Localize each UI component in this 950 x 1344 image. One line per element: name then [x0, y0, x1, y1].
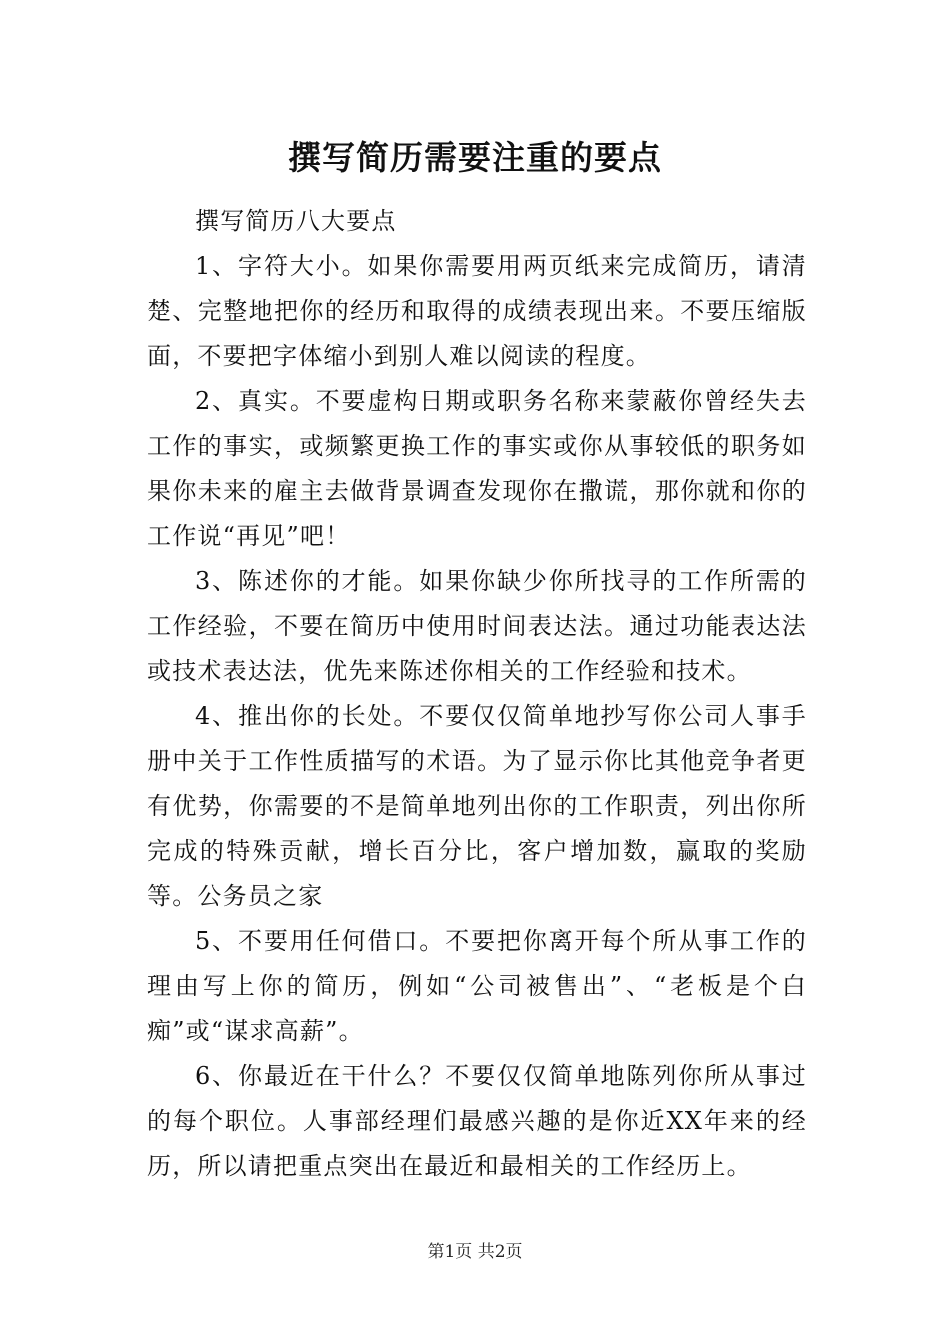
paragraph-point-6: 6、你最近在干什么？不要仅仅简单地陈列你所从事过的每个职位。人事部经理们最感兴趣的是你近XX年来的经历，所以请把重点突出在最近和最相关的工作经历上。: [147, 1062, 807, 1180]
page-number-footer: 第1页 共2页: [427, 1242, 523, 1262]
paragraph-point-4: 4、推出你的长处。不要仅仅简单地抄写你公司人事手册中关于工作性质描写的术语。为了显示你比其他竞争者更有优势，你需要的不是简单地列出你的工作职责，列出你所完成的特殊贡献，增长百分比，客户增加数，赢取的奖励等。公务员之家: [147, 702, 807, 910]
document-title: 撰写简历需要注重的要点: [288, 138, 662, 177]
paragraph-point-2: 2、真实。不要虚构日期或职务名称来蒙蔽你曾经失去工作的事实，或频繁更换工作的事实或你从事较低的职务如果你未来的雇主去做背景调查发现你在撒谎，那你就和你的工作说“再见”吧！: [147, 387, 807, 550]
paragraph-point-5: 5、不要用任何借口。不要把你离开每个所从事工作的理由写上你的简历，例如“公司被售出”、“老板是个白痴”或“谋求高薪”。: [147, 927, 807, 1045]
document-body: [147, 199, 807, 1189]
paragraph-intro: 撰写简历八大要点: [195, 207, 397, 235]
paragraph-point-3: 3、陈述你的才能。如果你缺少你所找寻的工作所需的工作经验，不要在简历中使用时间表达法。通过功能表达法或技术表达法，优先来陈述你相关的工作经验和技术。: [147, 567, 807, 685]
paragraph-point-1: 1、字符大小。如果你需要用两页纸来完成简历，请清楚、完整地把你的经历和取得的成绩表现出来。不要压缩版面，不要把字体缩小到别人难以阅读的程度。: [147, 252, 807, 370]
